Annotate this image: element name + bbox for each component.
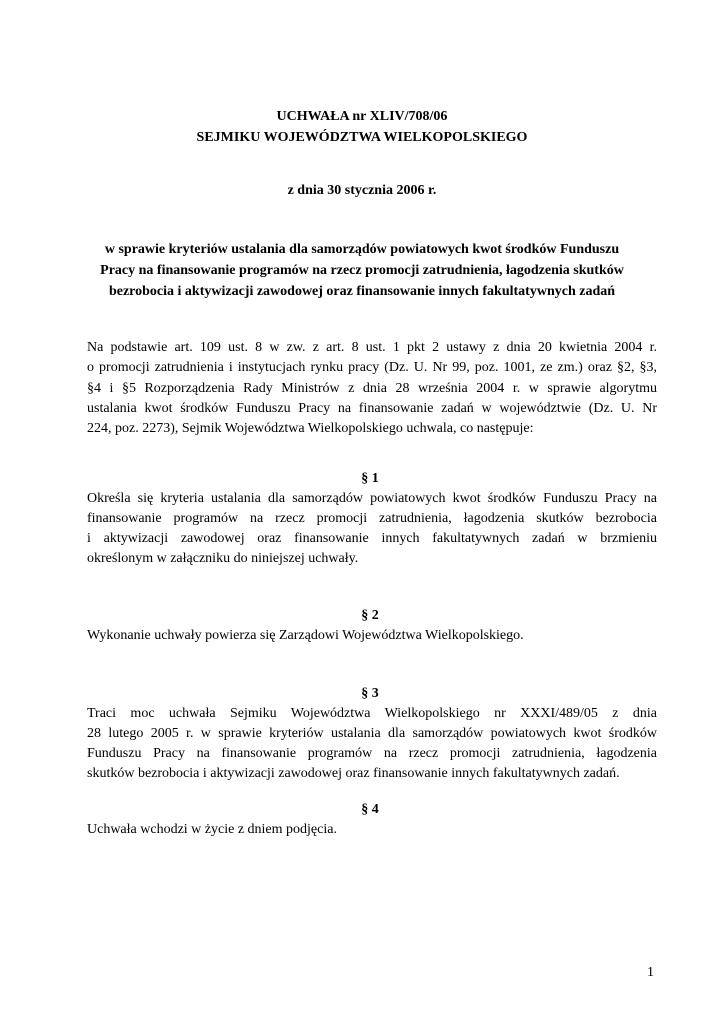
subject-line: Pracy na finansowanie programów na rzecz promocji zatrudnienia, łagodzenia skutków (100, 263, 624, 278)
preamble-line: Na podstawie art. 109 ust. 8 w zw. z art. 8 ust. 1 pkt 2 ustawy z dnia 20 kwietnia 2004 r. (87, 340, 657, 355)
section-line: Traci moc uchwała Sejmiku Województwa Wielkopolskiego nr XXXI/489/05 z dnia (87, 706, 657, 721)
section-line: określonym w załączniku do niniejszej uchwały. (87, 551, 359, 566)
section-line: 28 lutego 2005 r. w sprawie kryteriów ustalania dla samorządów powiatowych kwot środków (87, 726, 657, 741)
section-line: i aktywizacji zawodowej oraz finansowanie innych fakultatywnych zadań w brzmieniu (87, 531, 657, 546)
section-line: Wykonanie uchwały powierza się Zarządowi Województwa Wielkopolskiego. (87, 628, 524, 643)
section-heading: § 4 (361, 802, 379, 817)
preamble-line: §4 i §5 Rozporządzenia Rady Ministrów z dnia 28 września 2004 r. w sprawie algorytmu (87, 381, 657, 396)
subject-line: bezrobocia i aktywizacji zawodowej oraz finansowanie innych fakultatywnych zadań (108, 284, 616, 299)
section-line: Określa się kryteria ustalania dla samorządów powiatowych kwot środków Funduszu Pracy na (87, 491, 657, 506)
preamble-line: o promocji zatrudnienia i instytucjach rynku pracy (Dz. U. Nr 99, poz. 1001, ze zm.) oraz §2, §3, (87, 360, 657, 375)
issuing-body: SEJMIKU WOJEWÓDZTWA WIELKOPOLSKIEGO (196, 130, 528, 145)
resolution-date: z dnia 30 stycznia 2006 r. (287, 183, 437, 198)
resolution-number: UCHWAŁA nr XLIV/708/06 (276, 109, 448, 124)
section-line: finansowanie programów na rzecz promocji zatrudnienia, łagodzenia skutków bezrobocia (87, 511, 657, 526)
section-line: Uchwała wchodzi w życie z dniem podjęcia. (87, 822, 337, 837)
section-heading: § 2 (361, 608, 379, 623)
section-line: Funduszu Pracy na finansowanie programów na rzecz promocji zatrudnienia, łagodzenia (87, 746, 657, 761)
section-heading: § 1 (361, 471, 379, 486)
preamble-line: 224, poz. 2273), Sejmik Województwa Wielkopolskiego uchwala, co następuje: (87, 421, 534, 436)
subject-line: w sprawie kryteriów ustalania dla samorządów powiatowych kwot środków Funduszu (104, 242, 620, 257)
preamble-line: ustalania kwot środków Funduszu Pracy na finansowanie zadań w województwie (Dz. U. Nr (87, 401, 657, 416)
section-heading: § 3 (361, 686, 379, 701)
section-line: skutków bezrobocia i aktywizacji zawodowej oraz finansowanie innych fakultatywnych zadań. (87, 766, 620, 781)
page-number: 1 (647, 965, 654, 980)
